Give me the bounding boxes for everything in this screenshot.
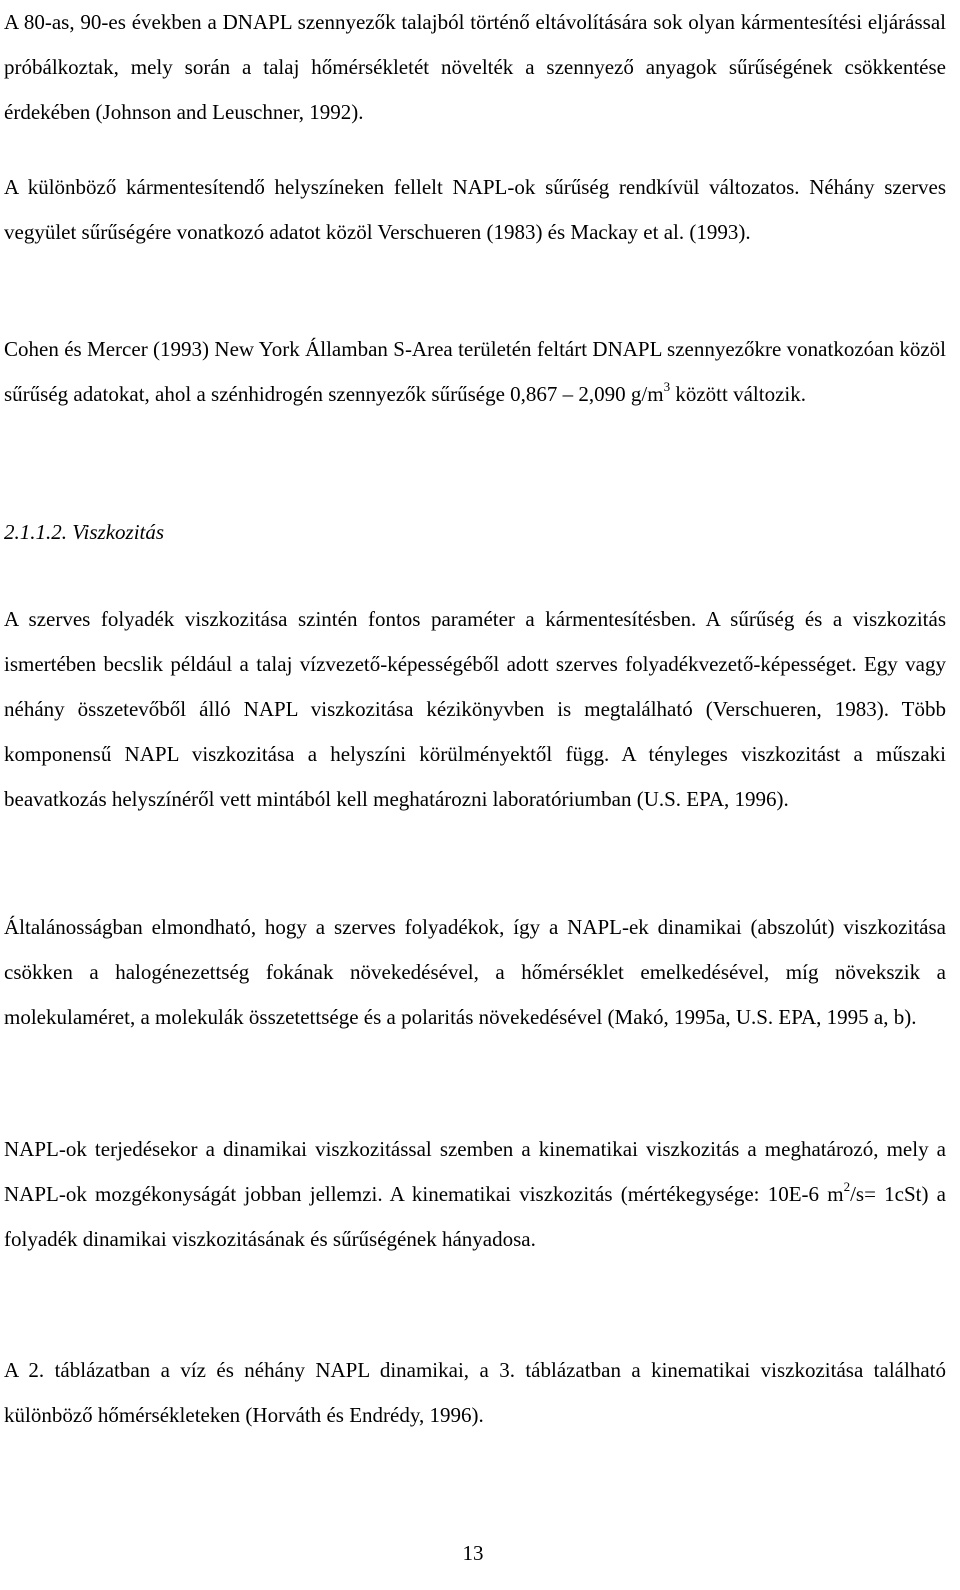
paragraph-kinematic-viscosity <box>4 1127 946 1262</box>
paragraph-viscosity-importance: A szerves folyadék viszkozitása szintén fontos paraméter a kármentesítésben. A sűrűség és a viszkozitás ismertében becslik például a talaj vízvezető-képességéből adott szerves folyadékvezető-képességet. Egy vagy néhány összetevőből álló NAPL viszkozitása kézikönyvben is megtalálható (Verschueren, 1983). Több komponensű NAPL viszkozitása a helyszíni körülményektől függ. A tényleges viszkozitást a műszaki beavatkozás helyszínéről vett mintából kell meghatározni laboratóriumban (U.S. EPA, 1996). <box>4 607 946 811</box>
paragraph-table-reference: A 2. táblázatban a víz és néhány NAPL dinamikai, a 3. táblázatban a kinematikai viszkozitása található különböző hőmérsékleteken (Horváth és Endrédy, 1996). <box>4 1358 946 1427</box>
superscript: 2 <box>843 1179 851 1194</box>
paragraph-text: Cohen és Mercer (1993) New York Államban S-Area területén feltárt DNAPL szennyezőkre vonatkozóan közöl sűrűség adatokat, ahol a szénhidrogén szennyezők sűrűsége 0,867 – 2,090 g/m <box>4 337 946 406</box>
paragraph-text: NAPL-ok terjedésekor a dinamikai viszkozitással szemben a kinematikai viszkozitás a meghatározó, mely a NAPL-ok mozgékonyságát jobban jellemzi. A kinematikai viszkozitás (mértékegysége: 10E-6 m <box>4 1137 946 1206</box>
paragraph-napl-density: A különböző kármentesítendő helyszíneken fellelt NAPL-ok sűrűség rendkívül változatos. Néhány szerves vegyület sűrűségére vonatkozó adatot közöl Verschueren (1983) és Mackay et al. (1993). <box>4 175 946 244</box>
section-heading: 2.1.1.2. Viszkozitás <box>4 520 165 544</box>
page-number: 13 <box>462 1541 484 1565</box>
superscript: 3 <box>663 379 671 394</box>
paragraph-dnapl-removal: A 80-as, 90-es években a DNAPL szennyezők talajból történő eltávolítására sok olyan kármentesítési eljárással próbálkoztak, mely során a talaj hőmérsékletét növelték a szennyező anyagok sűrűségének csökkentése érdekében (Johnson and Leuschner, 1992). <box>4 10 946 124</box>
paragraph-text: /s= 1cSt) a folyadék dinamikai viszkozitásának és sűrűségének hányadosa. <box>4 1182 946 1251</box>
paragraph-cohen-mercer <box>4 327 946 417</box>
paragraph-text: között változik. <box>670 382 806 406</box>
paragraph-dynamic-viscosity: Általánosságban elmondható, hogy a szerves folyadékok, így a NAPL-ek dinamikai (abszolút) viszkozitása csökken a halogénezettség fokának növekedésével, a hőmérséklet emelkedésével, míg növekszik a molekulaméret, a molekulák összetettsége és a polaritás növekedésével (Makó, 1995a, U.S. EPA, 1995 a, b). <box>4 915 946 1029</box>
